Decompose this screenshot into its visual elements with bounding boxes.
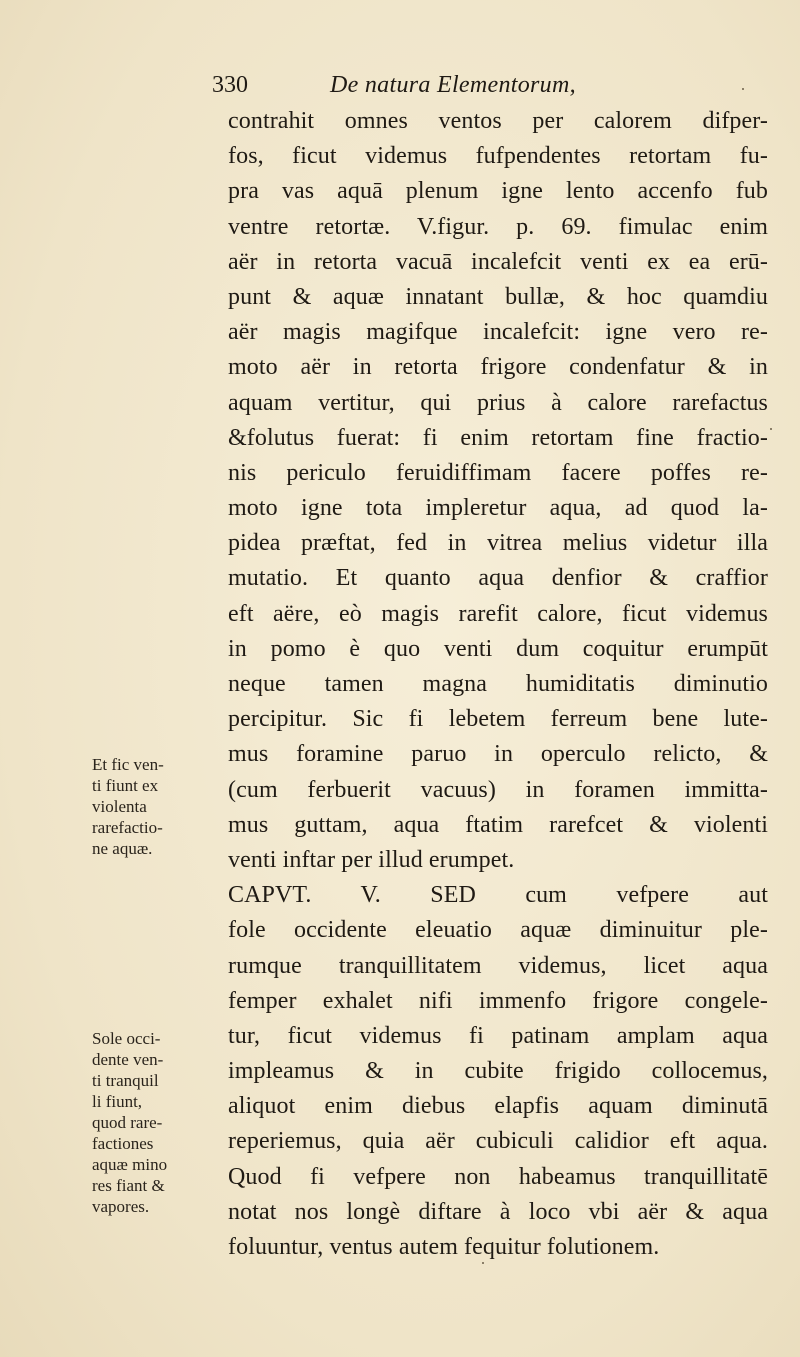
text-line: punt & aquæ innatant bullæ, & hoc quamdiu: [228, 283, 768, 310]
marginal-note-line: ne aquæ.: [92, 839, 153, 858]
text-line: mus guttam, aqua ftatim rarefcet & violenti: [228, 811, 768, 838]
text-line: pidea præftat, fed in vitrea melius videtur illa: [228, 530, 768, 557]
text-line: aliquot enim diebus elapfis aquam diminutā: [228, 1093, 768, 1120]
text-line: mutatio. Et quanto aqua denfior & craffior: [228, 565, 768, 592]
text-line: aër in retorta vacuā incalefcit venti ex ea erū-: [228, 248, 768, 275]
marginal-note-evening-calm: [92, 1028, 224, 1217]
marginal-note-line: Et fic ven-: [92, 755, 164, 774]
text-line: contrahit omnes ventos per calorem difper-: [228, 108, 768, 134]
marginal-note-line: vapores.: [92, 1197, 150, 1216]
chapter-heading-line: CAPVT. V. SED cum vefpere aut: [228, 882, 768, 909]
text-line: (cum ferbuerit vacuus) in foramen immitta-: [228, 776, 768, 803]
main-text-block: [228, 104, 768, 1265]
marginal-note-line: aquæ mino: [92, 1155, 168, 1174]
marginal-note-line: ti fiunt ex: [92, 776, 159, 795]
marginal-note-line: li fiunt,: [92, 1092, 143, 1111]
text-line: foluuntur, ventus autem fequitur folutionem.: [228, 1234, 660, 1260]
marginal-note-line: ti tranquil: [92, 1071, 159, 1090]
text-line: percipitur. Sic fi lebetem ferreum bene lute-: [228, 706, 768, 733]
text-line: eft aëre, eò magis rarefit calore, ficut videmus: [228, 600, 768, 627]
text-line: pra vas aquā plenum igne lento accenfo fub: [228, 178, 768, 205]
text-line: mus foramine paruo in operculo relicto, &: [228, 741, 768, 768]
text-line: aër magis magifque incalefcit: igne vero re-: [228, 319, 768, 346]
text-line: nis periculo feruidiffimam facere poffes re-: [228, 459, 768, 486]
marginal-note-line: dente ven-: [92, 1050, 164, 1069]
text-line: venti inftar per illud erumpet.: [228, 846, 515, 873]
text-line: impleamus & in cubite frigido collocemus,: [228, 1058, 768, 1085]
text-line: tur, ficut videmus fi patinam amplam aqua: [228, 1022, 768, 1049]
text-line: notat nos longè diftare à loco vbi aër & aqua: [228, 1198, 768, 1225]
text-line: aquam vertitur, qui prius à calore rarefactus: [228, 389, 768, 416]
text-line: &folutus fuerat: fi enim retortam fine fractio-: [228, 424, 768, 451]
paper-speck: [482, 1262, 484, 1264]
running-title: De natura Elementorum,: [330, 72, 576, 98]
text-line: in pomo è quo venti dum coquitur erumpūt: [228, 635, 768, 662]
text-line: ventre retortæ. V.figur. p. 69. fimulac enim: [228, 213, 768, 240]
page-number: 330: [212, 72, 248, 98]
marginal-note-line: rarefactio-: [92, 818, 163, 837]
text-line: neque tamen magna humiditatis diminutio: [228, 671, 768, 697]
text-line: reperiemus, quia aër cubiculi calidior eft aqua.: [228, 1128, 768, 1155]
paper-speck: [742, 88, 744, 90]
text-line: fole occidente eleuatio aquæ diminuitur ple-: [228, 917, 768, 944]
marginal-note-line: res fiant &: [92, 1176, 165, 1195]
text-line: rumque tranquillitatem videmus, licet aqua: [228, 952, 768, 979]
marginal-note-line: violenta: [92, 797, 147, 816]
text-line: Quod fi vefpere non habeamus tranquillitatē: [228, 1163, 768, 1190]
marginal-note-line: quod rare-: [92, 1113, 163, 1132]
text-line: fos, ficut videmus fufpendentes retortam fu-: [228, 143, 768, 170]
marginal-note-violent-rarefaction: [92, 754, 224, 859]
text-line: moto igne tota impleretur aqua, ad quod la-: [228, 495, 768, 522]
text-line: femper exhalet nifi immenfo frigore congele-: [228, 987, 768, 1014]
marginal-note-line: Sole occi-: [92, 1029, 161, 1048]
text-line: moto aër in retorta frigore condenfatur & in: [228, 354, 768, 381]
marginal-note-line: factiones: [92, 1134, 154, 1153]
paper-speck: [770, 428, 772, 430]
